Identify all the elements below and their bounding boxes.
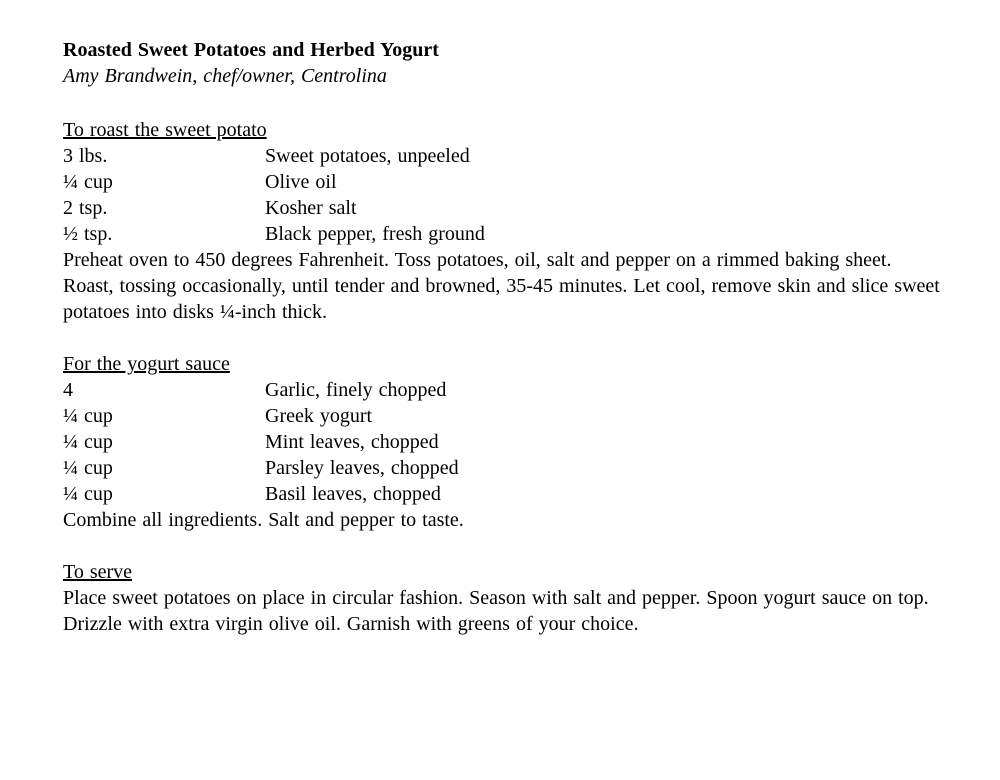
section-yogurt-sauce	[63, 351, 943, 533]
ingredient-item: Greek yogurt	[265, 405, 373, 427]
section-instructions: Combine all ingredients. Salt and pepper to taste.	[63, 509, 464, 531]
section-instructions: Place sweet potatoes on place in circular fashion. Season with salt and pepper. Spoon yogurt sauce on top. Drizzle with extra virgin olive oil. Garnish with greens of your choice.	[63, 587, 929, 635]
ingredient-amount: ¼ cup	[63, 457, 113, 479]
ingredient-item: Sweet potatoes, unpeeled	[265, 145, 470, 167]
ingredient-row	[63, 481, 943, 507]
ingredient-row	[63, 143, 943, 169]
section-roast-sweet-potato	[63, 117, 943, 325]
ingredient-item: Olive oil	[265, 171, 337, 193]
recipe-title: Roasted Sweet Potatoes and Herbed Yogurt	[63, 39, 439, 61]
ingredient-amount: ¼ cup	[63, 405, 113, 427]
ingredient-item: Parsley leaves, chopped	[265, 457, 459, 479]
ingredient-row	[63, 195, 943, 221]
ingredient-item: Mint leaves, chopped	[265, 431, 439, 453]
ingredient-amount: 3 lbs.	[63, 145, 108, 167]
ingredient-amount: 4	[63, 379, 73, 401]
ingredient-item: Basil leaves, chopped	[265, 483, 441, 505]
section-instructions: Preheat oven to 450 degrees Fahrenheit. Toss potatoes, oil, salt and pepper on a rimmed baking sheet. Roast, tossing occasionally, until tender and browned, 35-45 minutes. Let cool, remove skin and slice sweet potatoes into disks ¼-inch thick.	[63, 249, 940, 323]
section-to-serve	[63, 559, 943, 637]
ingredient-amount: ¼ cup	[63, 431, 113, 453]
ingredient-amount: ¼ cup	[63, 483, 113, 505]
section-heading: To roast the sweet potato	[63, 119, 267, 141]
ingredient-row	[63, 429, 943, 455]
ingredient-row	[63, 403, 943, 429]
ingredient-row	[63, 455, 943, 481]
section-heading: For the yogurt sauce	[63, 353, 230, 375]
ingredient-amount: 2 tsp.	[63, 197, 108, 219]
section-heading: To serve	[63, 561, 133, 583]
ingredient-item: Black pepper, fresh ground	[265, 223, 485, 245]
ingredient-row	[63, 221, 943, 247]
recipe-document	[63, 37, 943, 637]
ingredient-row	[63, 377, 943, 403]
ingredient-item: Kosher salt	[265, 197, 357, 219]
ingredient-amount: ½ tsp.	[63, 223, 113, 245]
ingredient-item: Garlic, finely chopped	[265, 379, 447, 401]
ingredient-row	[63, 169, 943, 195]
recipe-byline: Amy Brandwein, chef/owner, Centrolina	[63, 65, 387, 87]
ingredient-amount: ¼ cup	[63, 171, 113, 193]
